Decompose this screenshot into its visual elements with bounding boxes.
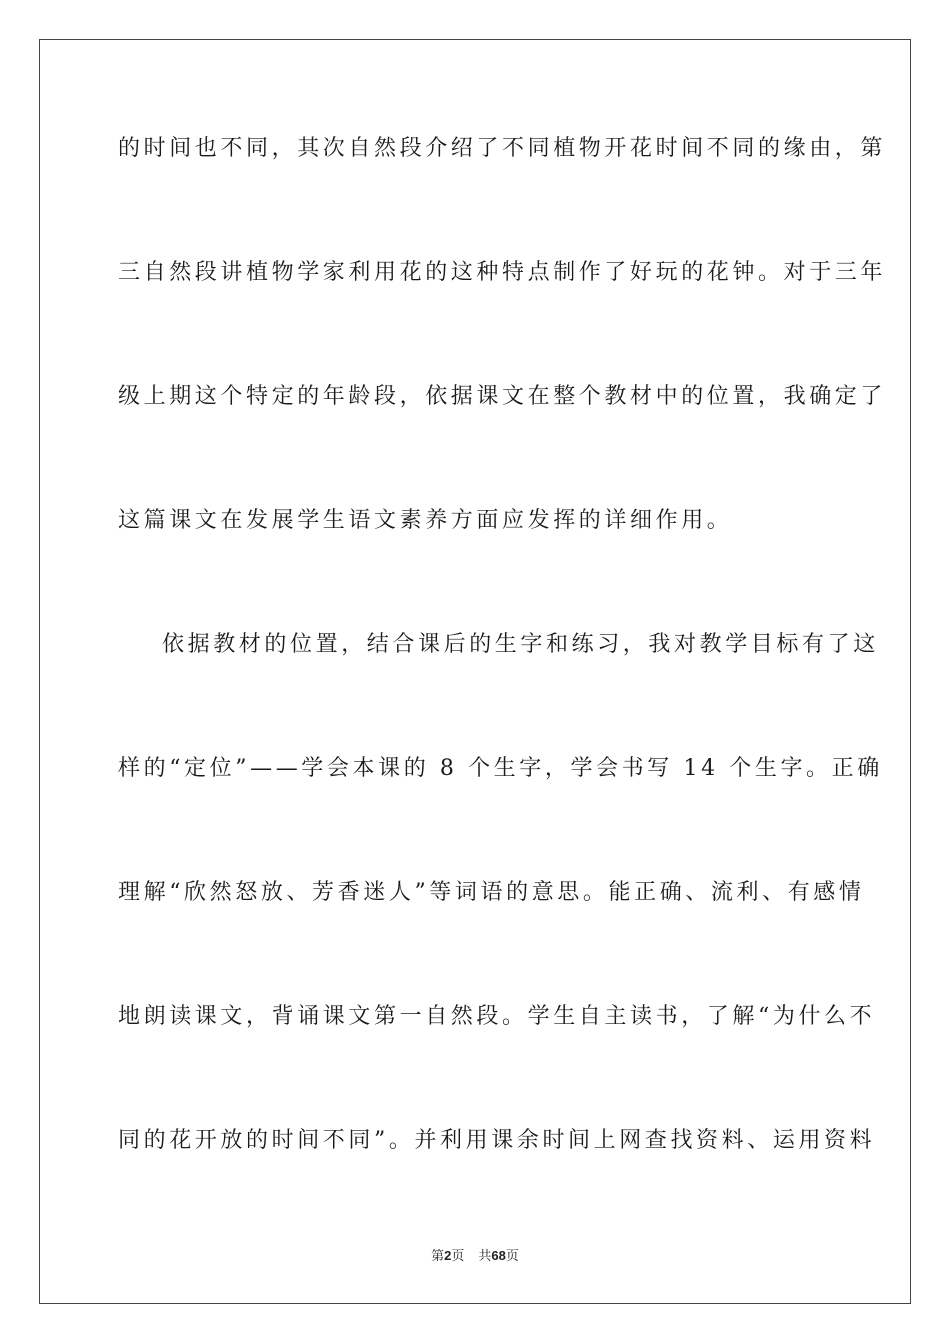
- text-line: 三自然段讲植物学家利用花的这种特点制作了好玩的花钟。对于三年: [118, 260, 887, 285]
- total-pages-number: 68: [491, 1248, 506, 1263]
- total-label-prefix: 共: [478, 1249, 492, 1264]
- total-label-suffix: 页: [505, 1249, 519, 1264]
- page-label-suffix: 页: [451, 1249, 465, 1264]
- text-line: 依据教材的位置，结合课后的生字和练习，我对教学目标有了这: [162, 632, 879, 657]
- page-label-prefix: 第: [431, 1249, 445, 1264]
- text-line: 样的“定位”——学会本课的 8 个生字，学会书写 14 个生字。正确: [118, 756, 883, 781]
- page-footer: [0, 1247, 950, 1266]
- text-line: 级上期这个特定的年龄段，依据课文在整个教材中的位置，我确定了: [118, 384, 887, 409]
- page-border: [39, 39, 911, 1304]
- current-page-number: 2: [444, 1248, 452, 1263]
- text-line: 理解“欣然怒放、芳香迷人”等词语的意思。能正确、流利、有感情: [118, 880, 865, 905]
- text-line: 的时间也不同，其次自然段介绍了不同植物开花时间不同的缘由，第: [118, 136, 887, 161]
- text-line: 这篇课文在发展学生语文素养方面应发挥的详细作用。: [118, 508, 733, 533]
- text-line: 同的花开放的时间不同”。并利用课余时间上网查找资料、运用资料: [118, 1128, 876, 1153]
- text-line: 地朗读课文，背诵课文第一自然段。学生自主读书，了解“为什么不: [118, 1004, 876, 1029]
